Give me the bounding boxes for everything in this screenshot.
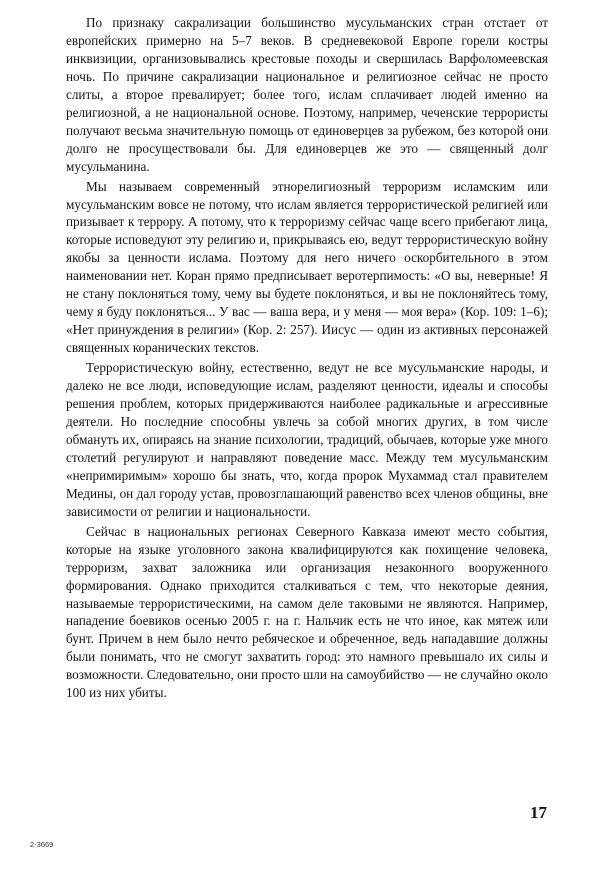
paragraph-4: Сейчас в национальных регионах Северного Кавказа имеют место события, которые на языке уголовного закона квалифицируются как похищение человека, терроризм, захват заложника или организация незаконного вооруженного формирования. Однако приходится сталкиваться с тем, что некоторые деяния, называемые террористическими, на самом деле таковыми не являются. Например, нападение боевиков осенью 2005 г. на г. Нальчик есть не что иное, как мятеж или бунт. Причем в нем было нечто ребяческое и обреченное, ведь нападавшие должны были понимать, что не смогут захватить город: это намного превышало их силы и возможности. Следовательно, они просто шли на самоубийство — не случайно около 100 из них убиты. <box>66 523 548 701</box>
paragraph-1: По признаку сакрализации большинство мусульманских стран отстает от европейских примерно на 5–7 веков. В средневековой Европе горели костры инквизиции, организовывались крестовые походы и свершилась Варфоломеевская ночь. По причине сакрализации национальное и религиозное сейчас не просто слиты, а второе превалирует; более того, ислам сплачивает людей именно на религиозной, а не национальной основе. Поэтому, например, чеченские террористы получают весьма значительную помощь от единоверцев за рубежом, без которой они долго не просуществовали бы. Для единоверцев же это — священный долг мусульманина. <box>66 15 548 174</box>
page-number: 17 <box>530 803 547 822</box>
printer-signature-mark: 2-3669 <box>30 840 54 849</box>
body-text <box>66 14 548 702</box>
paragraph-2: Мы называем современный этнорелигиозный терроризм исламским или мусульманским вовсе не потому, что ислам является террористической религией или призывает к террору. А потому, что к терроризму сейчас чаще всего прибегают лица, которые исповедуют эту религию и, прикрываясь ею, ведут террористическую войну якобы за ценности ислама. Поэтому для него ничего оскорбительного в этом наименовании нет. Коран прямо предписывает веротерпимость: «О вы, неверные! Я не стану поклоняться тому, чему вы будете поклоняться, и вы не поклоняйтесь тому, чему я буду поклоняться... У вас — ваша вера, и у меня — моя вера» (Кор. 109: 1–6); «Нет принуждения в религии» (Кор. 2: 257). Иисус — один из активных персонажей священных коранических текстов. <box>66 178 548 356</box>
paragraph-3: Террористическую войну, естественно, ведут не все мусульманские народы, и далеко не все люди, исповедующие ислам, разделяют ценности, идеалы и способы решения проблем, которых придерживаются наиболее радикальные и агрессивные деятели. Но последние способны увлечь за собой многих других, в том числе обмануть их, опираясь на знание психологии, традиций, обычаев, которые уже много столетий регулируют и направляют поведение масс. Между тем мусульманским «непримиримым» хорошо бы знать, что, когда пророк Мухаммад стал правителем Медины, он дал городу устав, провозглашающий равенство всех членов общины, вне зависимости от религии и национальности. <box>66 360 548 519</box>
